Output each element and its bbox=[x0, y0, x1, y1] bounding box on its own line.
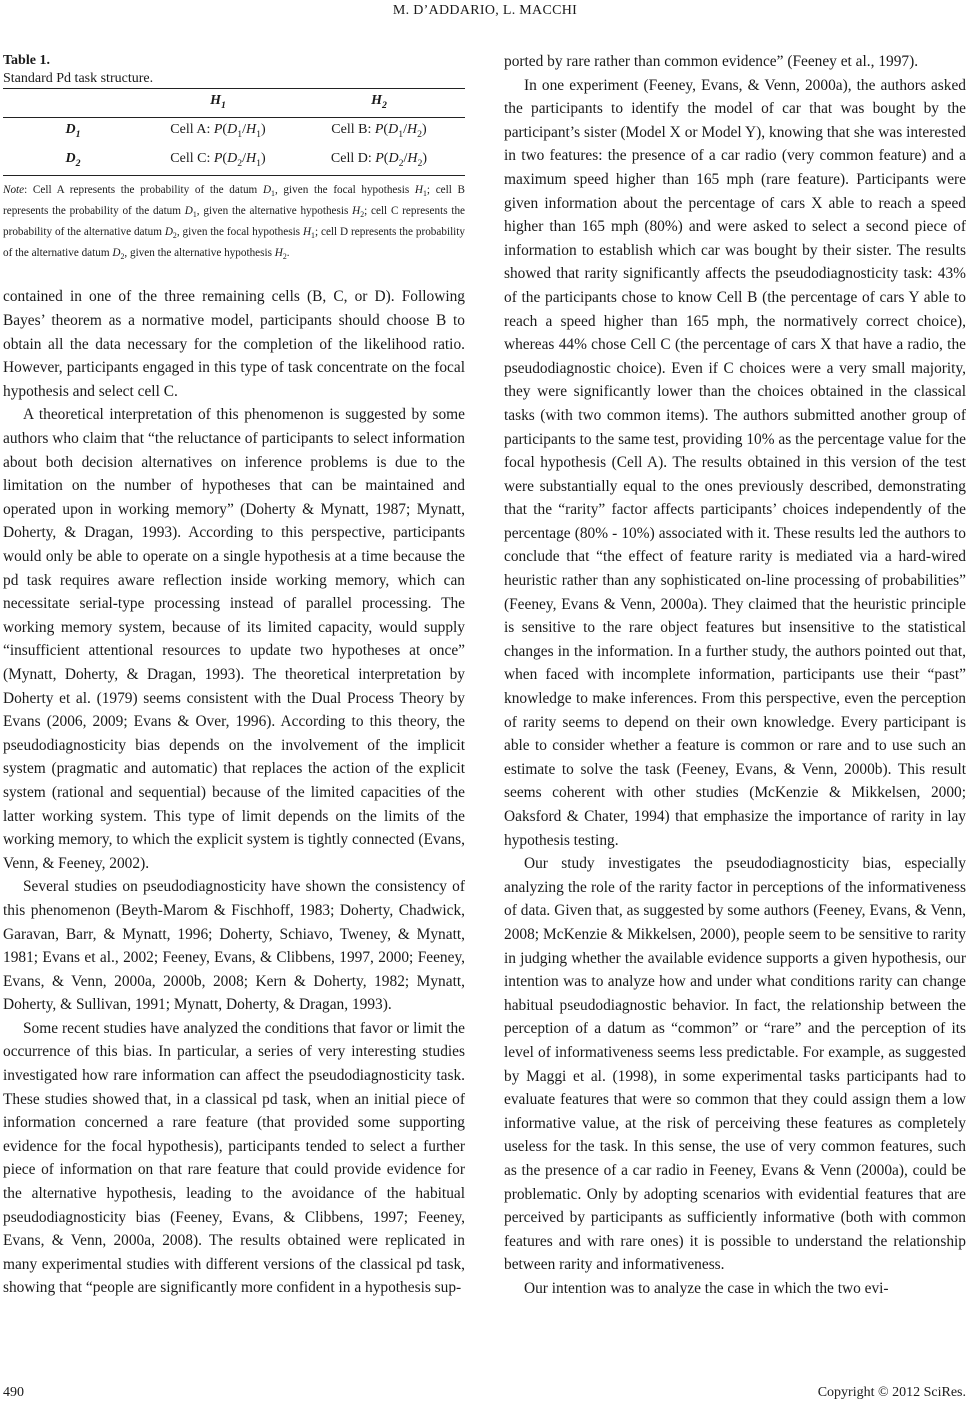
col-header-h1: $H_1$ bbox=[210, 93, 226, 111]
table-row bbox=[3, 147, 465, 176]
table-note bbox=[3, 182, 465, 265]
row-header-d2: $D_2$ bbox=[65, 150, 81, 169]
body-paragraph: contained in one of the three remaining cells (B, C, or D). Following Bayes’ theorem as a normative model, participants should choose B to obtain all the data necessary for the completion of the likelihood ratio. However, participants engaged in this type of task concentrate on the focal hypothesis and select cell C. bbox=[3, 288, 465, 400]
pd-task-table bbox=[3, 88, 465, 176]
running-head: M. D’ADDARIO, L. MACCHI bbox=[392, 3, 578, 18]
table-note-label: Note bbox=[3, 184, 25, 197]
table-cell: Cell D: $P(D_2/H_2)$ bbox=[330, 150, 428, 169]
copyright-notice: Copyright © 2012 SciRes. bbox=[817, 1385, 966, 1400]
body-paragraph: A theoretical interpretation of this phenomenon is suggested by some authors who claim that “the reluctance of participants to select information about both decision alternatives on inference problems is due to the limitation on the number of hypotheses that can be maintained and operated upon in working memory” (Doherty & Mynatt, 1987; Mynatt, Doherty, & Dragan, 1993). According to this perspective, participants would only be able to operate on a single hypothesis at a time because the pd task requires aware reflection inside working memory, which can necessitate serial-type processing instead of parallel processing. The working memory system, because of its limited capacity, would supply “insufficient attentional resources to update two hypotheses at once” (Mynatt, Doherty, & Dragan, 1993). The theoretical interpretation by Doherty et al. (1979) seems consistent with the Dual Process Theory by Evans (2006, 2009; Evans & Over, 1996). According to this theory, the pseudodiagnosticity bias depends on the involvement of the implicit system (pragmatic and automatic) that replaces the action of the explicit system (rational and sequential) because of the limited capacities of the latter working system. This type of limit depends on the limits of the working memory, to which the explicit system is tightly connected (Evans, Venn, & Feeney, 2002). bbox=[3, 406, 465, 872]
body-paragraph: Several studies on pseudodiagnosticity have shown the consistency of this phenomenon (Beyth-Marom & Fischhoff, 1983; Doherty, Chadwick, Garavan, Barr, & Mynatt, 1996; Doherty, Schiavo, Tweney, & Mynatt, 1981; Evans et al., 2002; Feeney, Evans, & Clibbens, 1997, 2000; Feeney, Evans, & Venn, 2000a, 2000b, 2008; Kern & Doherty, 1982; Mynatt, Doherty, & Sullivan, 1991; Mynatt, Doherty, & Dragan, 1993). bbox=[3, 878, 465, 1014]
table-caption: Standard Pd task structure. bbox=[3, 71, 154, 86]
page-number: 490 bbox=[3, 1385, 24, 1400]
body-paragraph: Our study investigates the pseudodiagnosticity bias, especially analyzing the role of the rarity factor in perceptions of the informativeness of data. Given that, as suggested by some authors (Feeney, Evans, & Venn, 2008; McKenzie & Mikkelsen, 2000), people seem to be sensitive to rarity in judging whether the available evidence supports a given hypothesis, our intention was to analyze how and under what conditions rarity can change habitual pseudodiagnostic behavior. In fact, the relationship between the perception of a datum as “common” or “rare” and the perception of its level of informativeness seems less predictable. For example, as suggested by Maggi et al. (1998), in some experimental tasks participants had to evaluate features that were so common that they could assign them a low informative value, at the risk of perceiving these features as completely useless for the task. In this sense, the use of very common features, such as the presence of a car radio in Feeney, Evans & Venn (2000a), could be problematic. Only by adopting scenarios with evidential features that are perceived by participants as sufficiently informative (both with common features and with rare ones) it is possible to understand the relationship between rarity and informativeness. bbox=[504, 855, 966, 1274]
table-cell: Cell C: $P(D_2/H_1)$ bbox=[170, 150, 266, 169]
table-cell: Cell A: $P(D_1/H_1)$ bbox=[170, 122, 266, 141]
body-paragraph: In one experiment (Feeney, Evans, & Venn, 2000a), the authors asked the participants to identify the model of car that was bought by the participant’s sister (Model X or Model Y), knowing that she was interested in two features: the presence of a car radio (very common feature) and a maximum speed higher than 165 mph (rare feature). Participants were given information about the percentage of cars X able to reach a speed higher than 165 mph (80%) and were asked to select a second piece of information to establish which car was bought by their sister. The results showed that rarity significantly affects the pseudodiagnosticity task: 43% of the participants chose to know Cell B (the percentage of cars Y able to reach a speed higher than 165 mph, the normatively correct choice), whereas 44% chose Cell C (the percentage of cars X that have a radio, the pseudodiagnostic choice). Even if C choices were a very small majority, they were significantly lower than the choices obtained in the classical tasks (with two common items). The authors submitted another group of participants to the same test, providing 10% as the percentage value for the focal hypothesis (Cell A). The results obtained in this version of the test were substantially equal to the ones previously described, demonstrating that the “rarity” factor affects participants’ choices independently of the percentage (80% - 10%) associated with it. These results led the authors to conclude that “the effect of feature rarity is mediated via a hard-wired heuristic rather than any sophisticated on-line processing of probabilities” (Feeney, Evans & Venn, 2000a). They claimed that the heuristic principle is sensitive to the rare object features but insensitive to the statistical changes in the information. In a further study, the authors pointed out that, when faced with incomplete information, participants use their “past” knowledge to make inferences. From this perspective, even the perception of rarity seems to depend on their own knowledge. Every participant is able to consider whether a feature is common or rare and to use such an estimate to solve the task (Feeney, Evans, & Venn, 2000b). This result seems coherent with other studies (McKenzie & Mikkelsen, 2000; Oaksford & Chater, 1994) that emphasize the importance of rarity in lay hypothesis testing. bbox=[504, 76, 966, 849]
row-header-d1: $D_1$ bbox=[65, 122, 81, 141]
left-column bbox=[3, 52, 465, 1300]
table-row bbox=[3, 118, 465, 147]
col-header-h2: $H_2$ bbox=[371, 93, 387, 111]
table-corner bbox=[3, 89, 143, 118]
table-title: Table 1. bbox=[3, 53, 50, 68]
table-note-text: : Cell A represents the probability of the datum $D_1$, given the focal hypothesis $H_1$; cell B represents the probability of the datum $D_1$, given the alternative hypothesis $H_2$; cell C represents the probability of the alternative datum $D_2$, given the focal hypothesis $H_1$; cell D represents the probability of the alternative datum $D_2$, given the alternative hypothesis $H_2$. bbox=[3, 184, 466, 261]
body-paragraph: Some recent studies have analyzed the conditions that favor or limit the occurrence of this bias. In particular, a series of very interesting studies investigated how rare information can affect the pseudodiagnosticity task. These studies showed that, in a classical pd task, when an initial piece of information concerned a rare feature (that provided some supporting evidence for the focal hypothesis), participants tended to select a further piece of information on that rare feature that could provide evidence for the alternative hypothesis, leading to the avoidance of the habitual pseudodiagnosticity bias (Feeney, Evans, & Clibbens, 1997; Feeney, Evans, & Venn, 2000a, 2008). The results obtained were replicated in many experimental studies with different versions of the classical pd task, showing that “people are significantly more confident in a hypothesis sup- bbox=[3, 1019, 465, 1297]
body-paragraph: ported by rare rather than common evidence” (Feeney et al., 1997). bbox=[504, 53, 919, 70]
body-paragraph: Our intention was to analyze the case in which the two evi- bbox=[524, 1279, 889, 1297]
table-cell: Cell B: $P(D_1/H_2)$ bbox=[331, 122, 427, 141]
right-column bbox=[504, 50, 966, 1300]
